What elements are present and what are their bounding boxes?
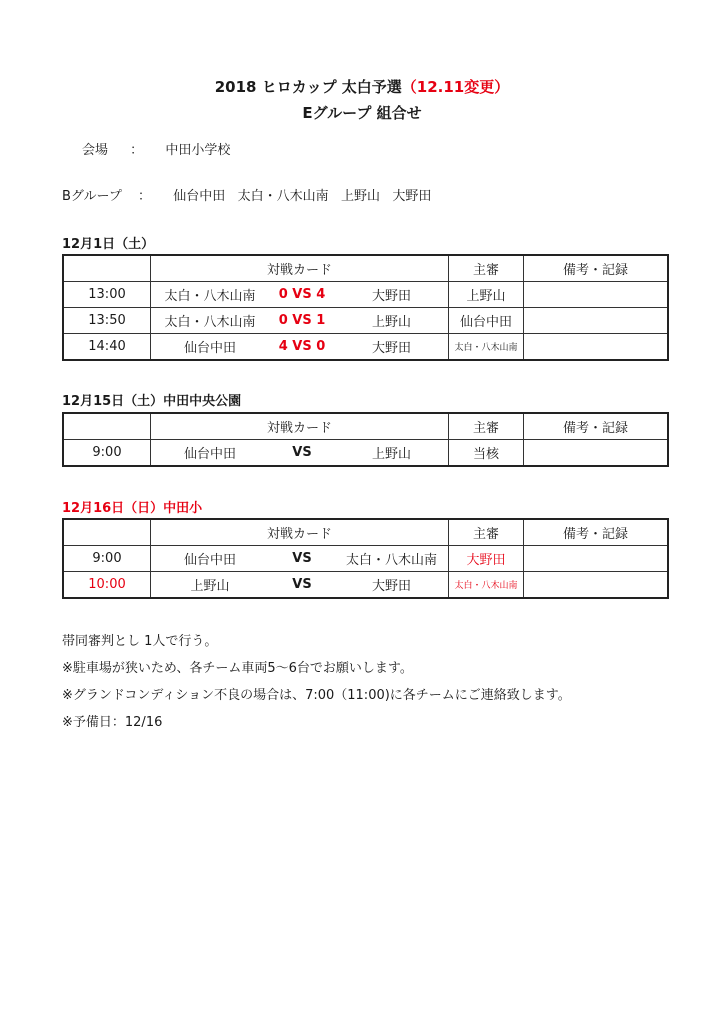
venue-label: 会場	[82, 143, 109, 158]
match-time: 13:00	[63, 282, 151, 308]
title-main: 2018 ヒロカップ 太白予選	[214, 78, 402, 96]
referee: 上野山	[449, 282, 524, 308]
referee: 太白・八木山南	[449, 334, 524, 361]
table-header-row	[63, 255, 668, 282]
match-score: 4 VS 0	[278, 339, 326, 354]
match-card	[151, 334, 449, 361]
table-header-row	[63, 413, 668, 440]
table-row	[63, 334, 668, 361]
header-notes: 備考・記録	[524, 413, 669, 440]
away-team: 上野山	[371, 447, 411, 462]
group-sep: ：	[138, 189, 152, 204]
note-line: ※グランドコンディション不良の場合は、7:00（11:00)に各チームにご連絡致します。	[62, 688, 571, 703]
header-notes: 備考・記録	[524, 519, 669, 546]
match-time: 13:50	[63, 308, 151, 334]
header-referee: 主審	[449, 413, 524, 440]
header-referee: 主審	[449, 519, 524, 546]
match-card	[151, 572, 449, 599]
home-team: 仙台中田	[183, 553, 236, 568]
referee: 大野田	[449, 546, 524, 572]
notes-cell	[524, 572, 669, 599]
header-referee: 主審	[449, 255, 524, 282]
match-score: 0 VS 1	[278, 313, 326, 328]
match-card	[151, 440, 449, 467]
home-team: 仙台中田	[183, 447, 236, 462]
table-row	[63, 440, 668, 467]
header-time-cell	[63, 255, 151, 282]
notes-cell	[524, 440, 669, 467]
day3-date: 12月16日（日）中田小	[62, 501, 203, 516]
match-time: 9:00	[63, 440, 151, 467]
table-row	[63, 282, 668, 308]
away-team: 大野田	[371, 341, 411, 356]
referee: 仙台中田	[449, 308, 524, 334]
group-teams: 仙台中田 太白・八木山南 上野山 大野田	[173, 189, 432, 204]
notes-cell	[524, 334, 669, 361]
group-label: Bグループ	[62, 189, 122, 204]
table-header-row	[63, 519, 668, 546]
venue-line	[82, 139, 230, 158]
day2-table	[62, 412, 669, 467]
match-time: 14:40	[63, 334, 151, 361]
home-team: 仙台中田	[183, 341, 236, 356]
day2-date: 12月15日（土）中田中央公園	[62, 394, 242, 409]
match-score: VS	[292, 445, 312, 460]
away-team: 大野田	[371, 289, 411, 304]
header-time-cell	[63, 413, 151, 440]
home-team: 太白・八木山南	[164, 289, 256, 304]
match-card	[151, 282, 449, 308]
page-title	[0, 76, 724, 97]
home-team: 上野山	[190, 579, 230, 594]
day1-table	[62, 254, 669, 361]
match-score: 0 VS 4	[278, 287, 326, 302]
table-row	[63, 308, 668, 334]
match-time: 10:00	[63, 572, 151, 599]
match-time: 9:00	[63, 546, 151, 572]
away-team: 上野山	[371, 315, 411, 330]
table-row	[63, 572, 668, 599]
group-line	[62, 185, 431, 204]
notes-cell	[524, 546, 669, 572]
venue-sep: ：	[130, 143, 144, 158]
title-changed: （12.11変更）	[401, 78, 510, 96]
header-match: 対戦カード	[151, 519, 449, 546]
match-card	[151, 546, 449, 572]
header-time-cell	[63, 519, 151, 546]
away-team: 太白・八木山南	[345, 553, 437, 568]
away-team: 大野田	[371, 579, 411, 594]
notes-cell	[524, 282, 669, 308]
note-line: 帯同審判とし 1人で行う。	[62, 634, 218, 649]
match-score: VS	[292, 577, 312, 592]
note-line: ※予備日：12/16	[62, 715, 163, 730]
day1-date: 12月1日（土）	[62, 237, 155, 252]
notes-cell	[524, 308, 669, 334]
home-team: 太白・八木山南	[164, 315, 256, 330]
match-card	[151, 308, 449, 334]
header-notes: 備考・記録	[524, 255, 669, 282]
header-match: 対戦カード	[151, 413, 449, 440]
page-subtitle: Eグループ 組合せ	[302, 104, 422, 122]
day3-table	[62, 518, 669, 599]
header-match: 対戦カード	[151, 255, 449, 282]
referee: 太白・八木山南	[449, 572, 524, 599]
table-row	[63, 546, 668, 572]
referee: 当核	[449, 440, 524, 467]
venue-name: 中田小学校	[165, 143, 231, 158]
note-line: ※駐車場が狭いため、各チーム車両5～6台でお願いします。	[62, 661, 413, 676]
match-score: VS	[292, 551, 312, 566]
